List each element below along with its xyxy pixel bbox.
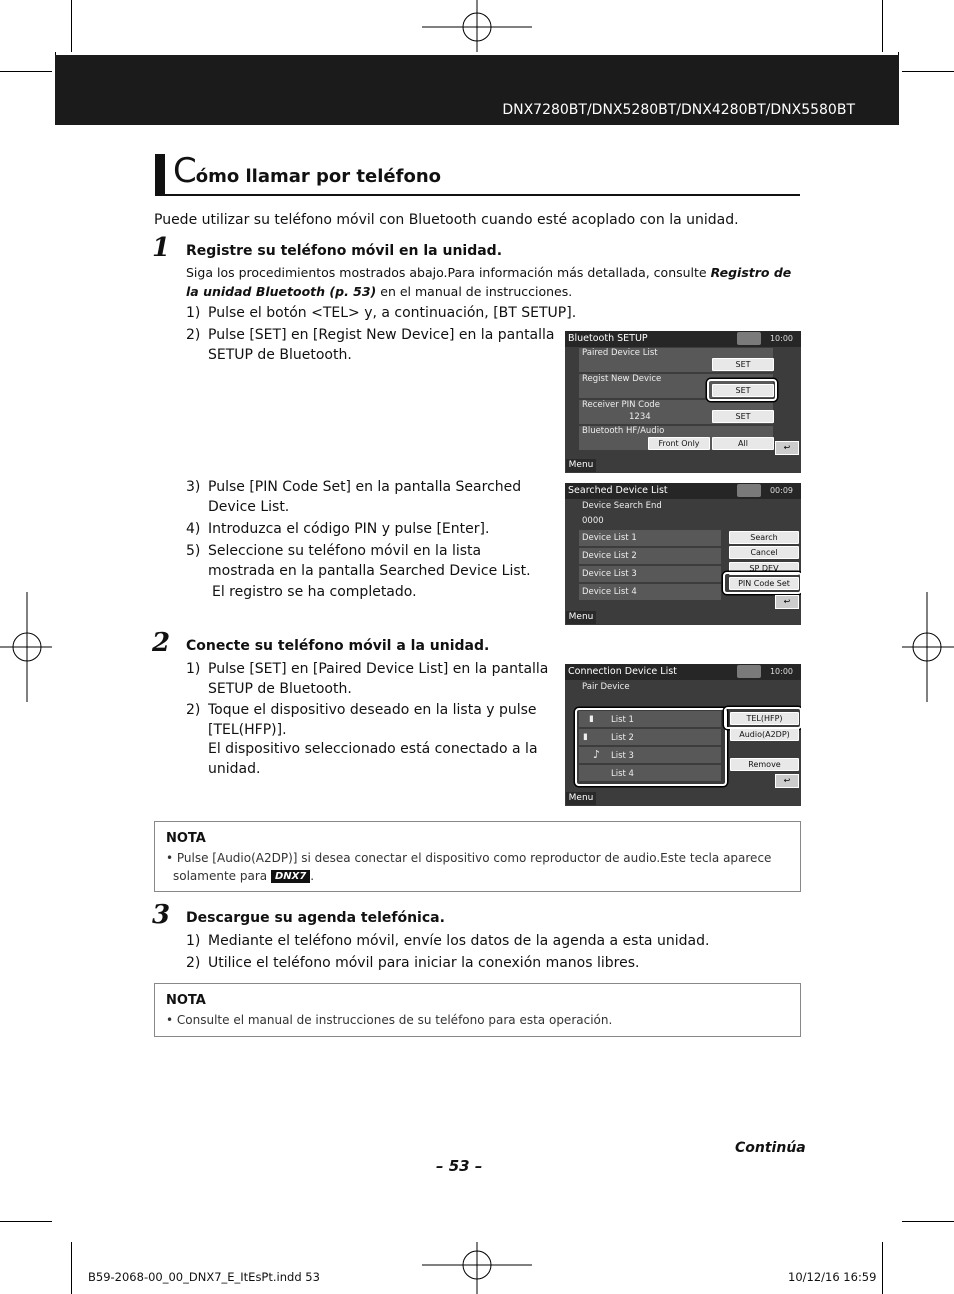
- intro-text: Puede utilizar su teléfono móvil con Bluetooth cuando esté acoplado con la unidad.: [154, 212, 739, 228]
- set-button: SET: [712, 358, 774, 371]
- section-bar: [155, 154, 165, 194]
- screen-label: Device List 4: [582, 587, 637, 597]
- return-icon: ↩: [775, 595, 799, 609]
- registration-mark-bottom: [422, 1242, 532, 1294]
- highlight-frame: [724, 707, 801, 729]
- crop-mark: [902, 71, 954, 72]
- screen-clock: 00:09: [769, 486, 793, 495]
- menu-label: Menu: [566, 611, 596, 624]
- step-heading: Conecte su teléfono móvil a la unidad.: [186, 638, 490, 654]
- back-icon: [737, 484, 761, 497]
- screen-label: Receiver PIN Code: [582, 400, 660, 410]
- screen-label: Device List 1: [582, 533, 637, 543]
- crop-mark: [0, 71, 52, 72]
- remove-button: Remove: [730, 758, 799, 771]
- screen-title: Connection Device List: [565, 664, 801, 680]
- registration-mark-left: [0, 592, 52, 702]
- front-only-button: Front Only: [648, 437, 710, 450]
- screen-label: List 3: [611, 751, 634, 761]
- note-heading: NOTA: [166, 831, 206, 846]
- screen-label: Device List 3: [582, 569, 637, 579]
- screenshot-connection-device-list: [565, 664, 801, 806]
- continua-label: Continúa: [735, 1140, 806, 1156]
- section-title-initial: C: [173, 151, 196, 191]
- header-models: DNX7280BT/DNX5280BT/DNX4280BT/DNX5580BT: [502, 102, 855, 118]
- step-number: 2: [152, 628, 171, 658]
- phone-icon: ▮: [583, 732, 588, 742]
- set-button: SET: [712, 384, 774, 397]
- crop-mark: [882, 0, 883, 52]
- step-heading: Registre su teléfono móvil en la unidad.: [186, 243, 503, 259]
- highlight-frame: [707, 379, 777, 401]
- crop-mark: [71, 1242, 72, 1294]
- step-result: El registro se ha completado.: [212, 584, 417, 600]
- all-button: All: [712, 437, 774, 450]
- step-number: 1: [152, 233, 171, 263]
- footer-date: 10/12/16 16:59: [788, 1270, 877, 1284]
- sp-dev-button: SP DEV: [729, 562, 799, 575]
- crop-mark: [882, 1242, 883, 1294]
- crop-mark: [71, 0, 72, 52]
- step-description: Siga los procedimientos mostrados abajo.Para información más detallada, consulte Registro de la unidad Bluetooth (p. 53) en el manual de instrucciones.: [186, 265, 792, 299]
- set-button: SET: [712, 410, 774, 423]
- screen-label: 1234: [629, 412, 651, 422]
- tel-hfp-button: TEL(HFP): [730, 712, 799, 725]
- screenshot-bluetooth-setup: [565, 331, 801, 473]
- screen-label: List 2: [611, 733, 634, 743]
- section-rule: [155, 194, 800, 196]
- screen-clock: 10:00: [769, 334, 793, 343]
- return-icon: ↩: [775, 441, 799, 455]
- audio-a2dp-button: Audio(A2DP): [730, 728, 799, 741]
- highlight-frame: [723, 572, 801, 594]
- screen-clock: 10:00: [769, 667, 793, 676]
- registration-mark-top: [422, 0, 532, 52]
- back-icon: [737, 332, 761, 345]
- screen-label: Regist New Device: [582, 374, 662, 384]
- menu-label: Menu: [566, 459, 596, 472]
- section-title-rest: ómo llamar por teléfono: [195, 166, 441, 187]
- search-button: Search: [729, 531, 799, 544]
- crop-mark: [902, 1221, 954, 1222]
- footer-filename: B59-2068-00_00_DNX7_E_ItEsPt.indd 53: [88, 1270, 320, 1284]
- note-text: solamente para DNX7 .: [173, 869, 315, 883]
- screen-label: Device List 2: [582, 551, 637, 561]
- cancel-button: Cancel: [729, 546, 799, 559]
- note-heading: NOTA: [166, 993, 206, 1008]
- pin-code-set-button: PIN Code Set: [729, 577, 799, 590]
- step-number: 3: [152, 900, 171, 930]
- screen-label: Bluetooth HF/Audio: [582, 426, 665, 436]
- screen-label: Paired Device List: [582, 348, 658, 358]
- return-icon: ↩: [775, 774, 799, 788]
- note-box: [154, 821, 801, 892]
- menu-label: Menu: [566, 792, 596, 805]
- back-icon: [737, 665, 761, 678]
- note-text: • Consulte el manual de instrucciones de su teléfono para esta operación.: [166, 1013, 613, 1027]
- highlight-frame: [575, 708, 727, 786]
- screen-label: 0000: [582, 516, 604, 526]
- dnx7-badge: DNX7: [271, 870, 310, 883]
- screen-label: Pair Device: [582, 682, 630, 692]
- registration-mark-right: [902, 592, 954, 702]
- music-note-icon: ♪: [593, 748, 601, 761]
- screen-label: List 1: [611, 715, 634, 725]
- screen-title: Searched Device List: [565, 483, 801, 499]
- screen-label: Device Search End: [582, 501, 662, 511]
- page-number: – 53 –: [436, 1157, 483, 1175]
- screen-label: List 4: [611, 769, 634, 779]
- screenshot-searched-device-list: [565, 483, 801, 625]
- screen-title: Bluetooth SETUP: [565, 331, 801, 347]
- note-text: • Pulse [Audio(A2DP)] si desea conectar el dispositivo como reproductor de audio.Este tecla aparece: [166, 851, 772, 865]
- section-title: [173, 151, 441, 191]
- note-box: [154, 983, 801, 1037]
- step-heading: Descargue su agenda telefónica.: [186, 910, 445, 926]
- phone-icon: ▮: [589, 714, 594, 724]
- crop-mark: [0, 1221, 52, 1222]
